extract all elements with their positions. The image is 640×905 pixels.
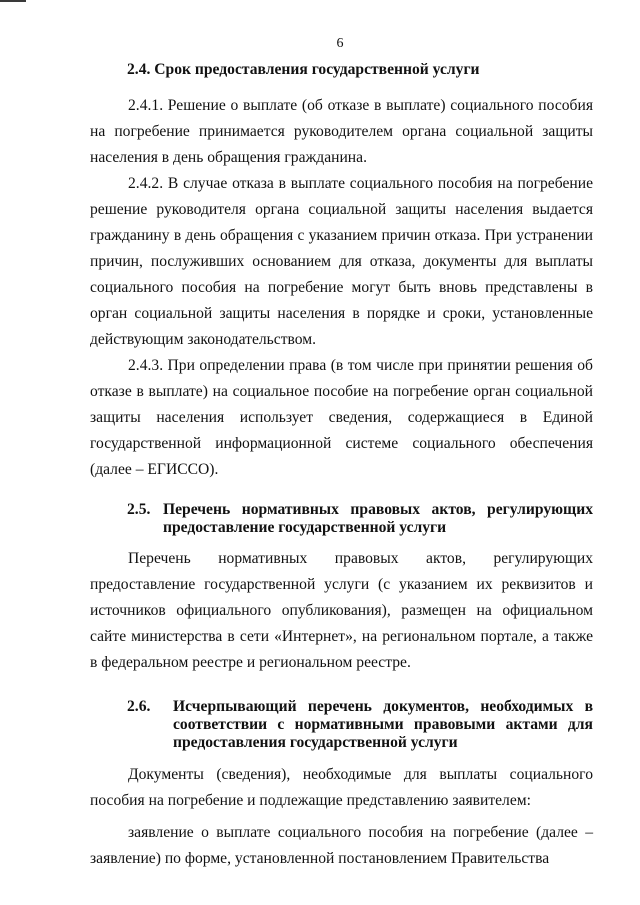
page-number: 6: [336, 36, 344, 51]
section-2-5-body: [90, 546, 593, 676]
section-2-6-heading: [127, 698, 593, 754]
section-2-5-number: 2.5.: [127, 501, 151, 518]
section-2-5-title: Перечень нормативных правовых актов, регулирующих предоставление государственной услуги: [163, 501, 593, 536]
paragraph-2-4-3: 2.4.3. При определении права (в том числе при принятии решения об отказе в выплате) на социальное пособие на погребение орган социальной защиты населения использует сведения, содержащиеся в Единой государственной информационной системе социального обеспечения (далее – ЕГИССО).: [90, 357, 593, 478]
section-2-6-title: Исчерпывающий перечень документов, необходимых в соответствии с нормативными правовыми актами для предоставления государственной услуги: [173, 698, 593, 751]
section-2-5-heading: [127, 501, 593, 541]
section-2-6-number: 2.6.: [127, 698, 151, 715]
paragraph-2-5-1: Перечень нормативных правовых актов, регулирующих предоставление государственной услуги (с указанием их реквизитов и источников официального опубликования), размещен на официальном сайте министерства в сети «Интернет», на региональном портале, а также в федеральном реестре и региональном реестре.: [90, 550, 593, 671]
paragraph-2-4-1: 2.4.1. Решение о выплате (об отказе в выплате) социального пособия на погребение принимается руководителем органа социальной защиты населения в день обращения гражданина.: [90, 97, 593, 166]
paragraph-2-4-2: 2.4.2. В случае отказа в выплате социального пособия на погребение решение руководителя органа социальной защиты населения выдается гражданину в день обращения с указанием причин отказа. При устранении причин, послуживших основанием для отказа, документы для выплаты социального пособия на погребение могут быть вновь представлены в орган социальной защиты населения в порядке и сроки, установленные действующим законодательством.: [90, 175, 593, 348]
section-2-4-body: [90, 93, 593, 483]
section-2-6-body: [90, 762, 593, 872]
section-2-4-heading: 2.4. Срок предоставления государственной услуги: [127, 61, 480, 78]
paragraph-2-6-1: Документы (сведения), необходимые для выплаты социального пособия на погребение и подлежащие представлению заявителем:: [90, 766, 593, 809]
scan-corner-mark: [0, 0, 26, 2]
paragraph-2-6-2: заявление о выплате социального пособия на погребение (далее – заявление) по форме, установленной постановлением Правительства: [90, 824, 593, 867]
